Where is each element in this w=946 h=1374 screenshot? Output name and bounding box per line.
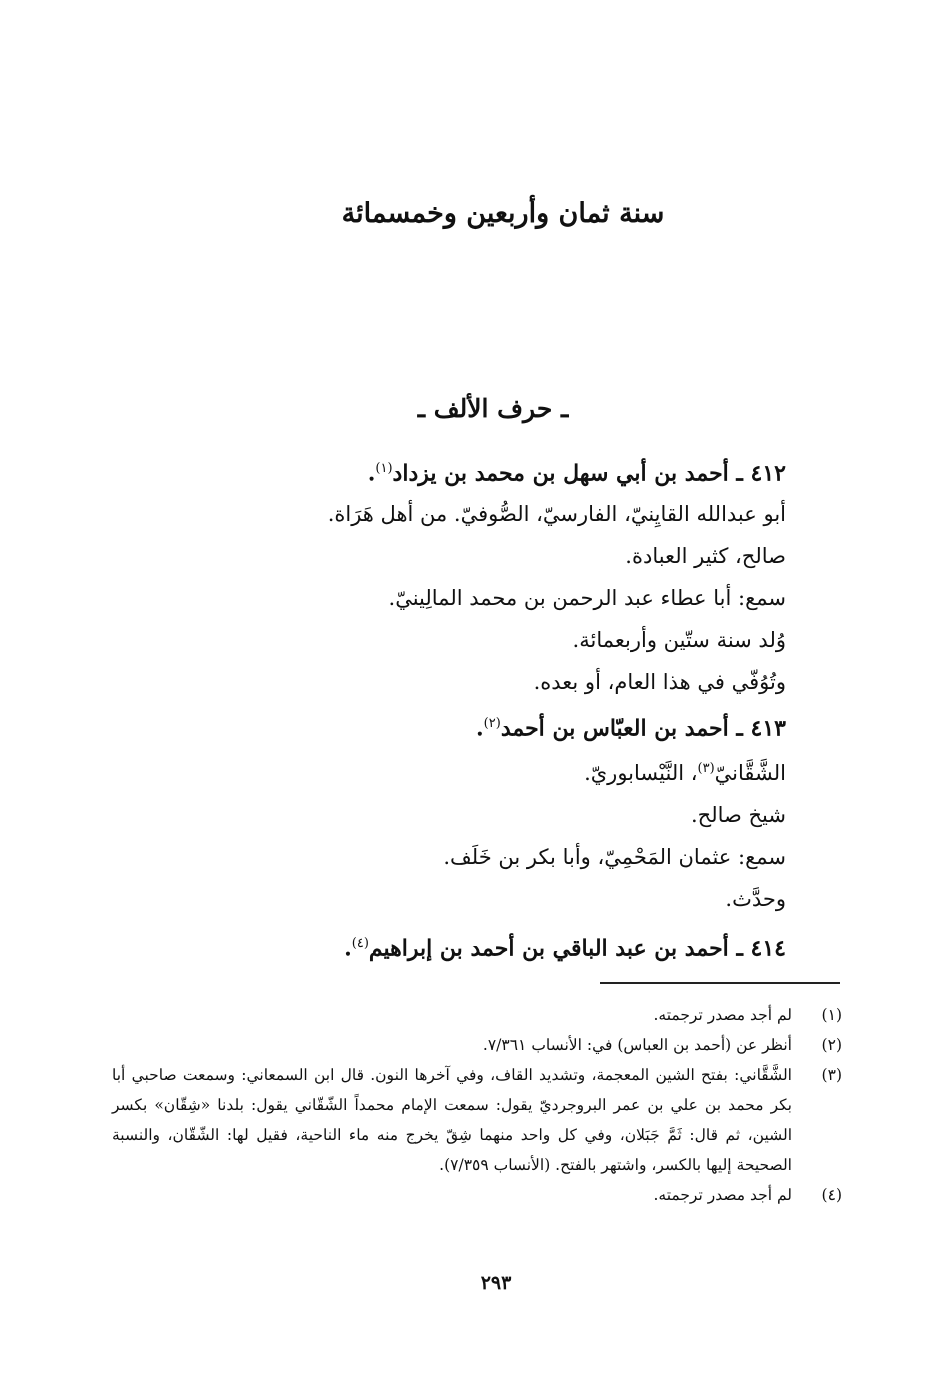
entry-line: أبو عبدالله القايِنيّ، الفارسيّ، الصُّوفيّ. من أهل هَرَاة. [327, 502, 786, 527]
entry-title-text: ٤١٢ ـ أحمد بن أبي سهل بن محمد بن يزداد [392, 460, 786, 487]
entry-title-end: . [367, 460, 376, 487]
entry-title-text: ٤١٤ ـ أحمد بن عبد الباقي بن أحمد بن إبراهيم [368, 935, 786, 962]
section-heading: ـ حرف الألف ـ [417, 394, 569, 423]
entry-title-text: ٤١٣ ـ أحمد بن العبّاس بن أحمد [500, 715, 786, 742]
entry-line: سمع: أبا عطاء عبد الرحمن بن محمد المالِينيّ. [388, 586, 786, 611]
entry-line: وُلد سنة ستّين وأربعمائة. [572, 628, 786, 653]
entry-title [146, 449, 786, 493]
entry-line [146, 748, 786, 794]
entry-title-end: . [344, 935, 352, 962]
entry-line: وحدَّث. [725, 887, 786, 912]
page-number: ٢٩٣ [480, 1272, 512, 1294]
footnote [112, 1000, 842, 1030]
footnote-reference: (١) [375, 461, 393, 476]
footnote-reference: (٣) [697, 761, 715, 777]
footnote-reference: (٢) [483, 716, 501, 731]
footnote [112, 1060, 842, 1180]
entry-line: صالح، كثير العبادة. [625, 544, 786, 569]
footnote-number: (١) [821, 1006, 842, 1024]
footnote [112, 1180, 842, 1210]
footnote-text: أنظر عن (أحمد بن العباس) في: الأنساب ٧/٣٦١. [482, 1036, 792, 1054]
footnote-divider [600, 982, 840, 984]
footnote-number: (٢) [821, 1036, 842, 1054]
entry-line: وتُوُفّي في هذا العام، أو بعده. [533, 670, 786, 695]
footnote-text: لم أجد مصدر ترجمته. [653, 1186, 792, 1204]
entry-line: سمع: عثمان المَحْمِيّ، وأبا بكر بن خَلَف. [443, 845, 786, 870]
year-heading: سنة ثمان وأربعين وخمسمائة [341, 198, 665, 229]
entry-412 [146, 449, 786, 703]
nisba-text: الشَّقَّانيّ [714, 761, 786, 786]
entry-title-end: . [476, 715, 484, 742]
entry-414 [146, 924, 786, 968]
footnotes [112, 1000, 842, 1210]
nisba-text-cont: ، النَّيْسابوريّ. [584, 761, 698, 786]
entry-title [146, 704, 786, 748]
footnote-number: (٤) [821, 1186, 842, 1204]
entry-line: شيخ صالح. [690, 803, 786, 828]
footnote-number: (٣) [821, 1066, 842, 1084]
footnote-text: لم أجد مصدر ترجمته. [653, 1006, 792, 1024]
entry-413 [146, 704, 786, 920]
footnote-text: الشَّقَّاني: بفتح الشين المعجمة، وتشديد القاف، وفي آخرها النون. قال ابن السمعاني: وسمعت صاحبي أبا بكر محمد بن علي بن عمر البروجرديّ يقول: سمعت الإمام محمداً الشّقّاني يقول: بلدنا «شِقّان» بكسر الشين، ثم قال: ثَمَّ جَبَلان، وفي كل واحد منهما شِقّ يخرج منه ماء الناحية، فقيل لها: الشّقّان، والنسبة الصحيحة إليها بالكسر، واشتهر بالفتح. (الأنساب ٧/٣٥٩). [112, 1066, 792, 1174]
footnote [112, 1030, 842, 1060]
entry-title [146, 924, 786, 968]
footnote-reference: (٤) [351, 936, 369, 951]
